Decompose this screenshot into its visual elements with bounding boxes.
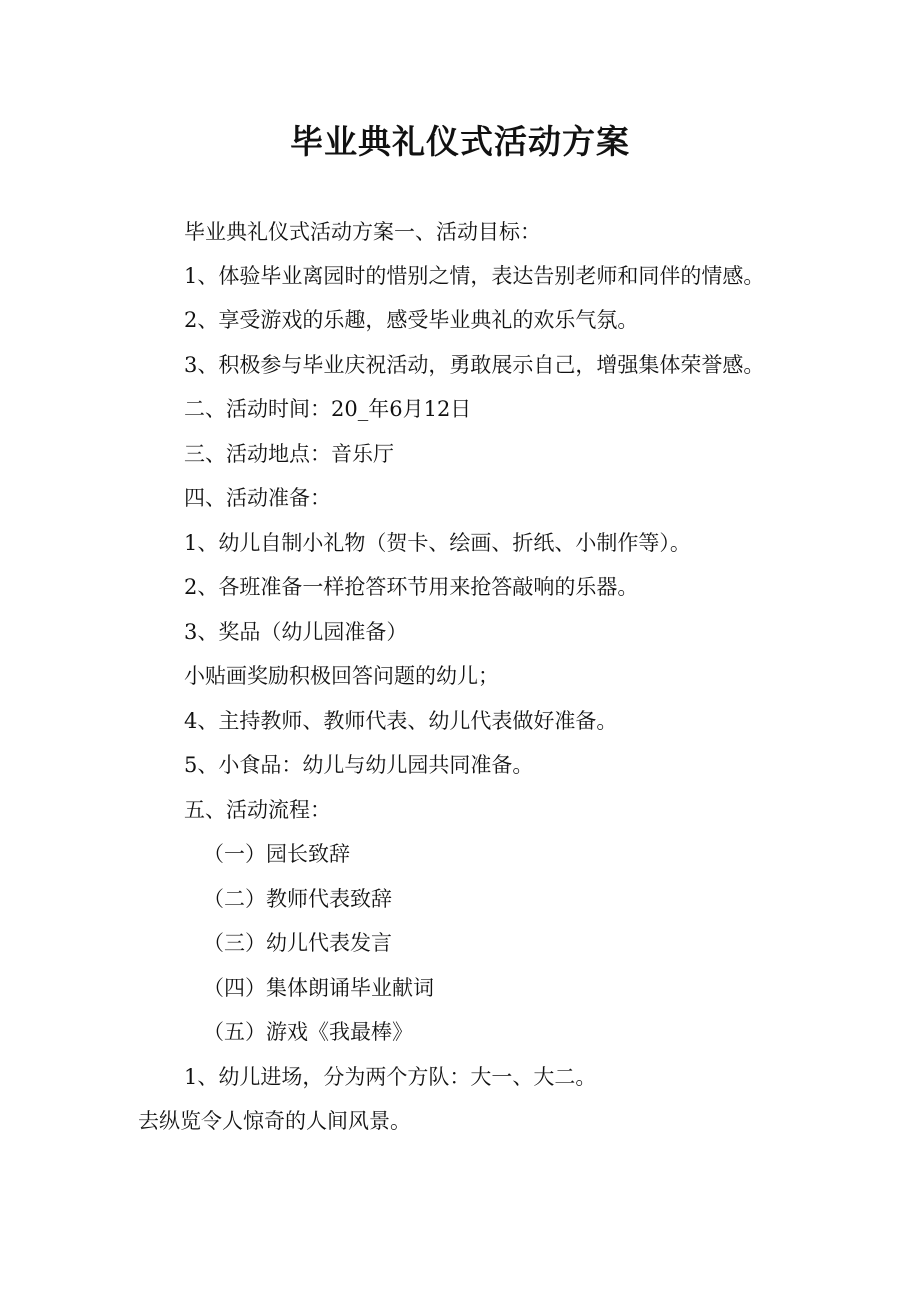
paragraph-line: 小贴画奖励积极回答问题的幼儿； — [184, 664, 499, 688]
paragraph-line: 5、小食品：幼儿与幼儿园共同准备。 — [184, 753, 534, 777]
paragraph-line: 去纵览令人惊奇的人间风景。 — [138, 1109, 411, 1133]
paragraph-line: 4、主持教师、教师代表、幼儿代表做好准备。 — [184, 709, 618, 733]
paragraph-line: 1、体验毕业离园时的惜别之情，表达告别老师和同伴的情感。 — [184, 264, 765, 288]
paragraph-line: （一）园长致辞 — [203, 842, 350, 866]
paragraph-line: 1、幼儿自制小礼物（贺卡、绘画、折纸、小制作等）。 — [184, 531, 691, 555]
paragraph-line: （四）集体朗诵毕业献词 — [203, 976, 434, 1000]
paragraph-line: 1、幼儿进场，分为两个方队：大一、大二。 — [184, 1065, 597, 1089]
paragraph-line: （二）教师代表致辞 — [203, 887, 392, 911]
paragraph-line: 三、活动地点：音乐厅 — [184, 442, 394, 466]
paragraph-line: 2、享受游戏的乐趣，感受毕业典礼的欢乐气氛。 — [184, 308, 639, 332]
paragraph-line: 四、活动准备： — [184, 486, 331, 510]
paragraph-line: 2、各班准备一样抢答环节用来抢答敲响的乐器。 — [184, 575, 639, 599]
paragraph-line: 毕业典礼仪式活动方案一、活动目标： — [184, 220, 541, 244]
paragraph-line: （五）游戏《我最棒》 — [203, 1020, 413, 1044]
document-title: 毕业典礼仪式活动方案 — [290, 122, 630, 161]
paragraph-line: 二、活动时间：20_年6月12日 — [184, 397, 472, 421]
paragraph-line: （三）幼儿代表发言 — [203, 931, 392, 955]
paragraph-line: 五、活动流程： — [184, 798, 331, 822]
paragraph-line: 3、积极参与毕业庆祝活动，勇敢展示自己，增强集体荣誉感。 — [184, 353, 765, 377]
paragraph-line: 3、奖品（幼儿园准备） — [184, 620, 408, 644]
